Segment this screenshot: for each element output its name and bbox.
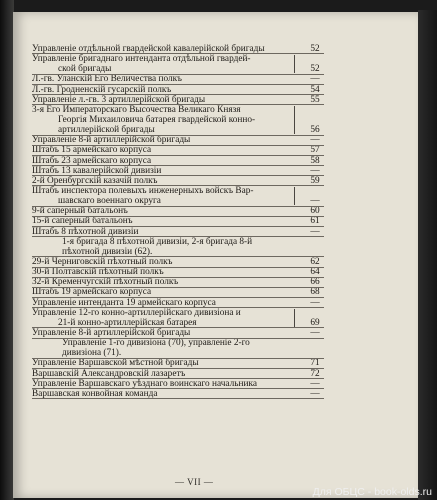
toc-page-number: —	[310, 165, 320, 176]
page-footer: — VII —	[175, 477, 214, 487]
watermark: Для ОБЦС - book-olds.ru	[312, 486, 432, 498]
page-spacer	[300, 105, 330, 115]
toc-page-number: 58	[310, 155, 320, 166]
toc-page-number: —	[310, 135, 320, 146]
entry-separator	[32, 216, 324, 217]
entry-separator	[32, 104, 324, 105]
entry-bracket	[294, 309, 295, 327]
entry-separator	[32, 277, 324, 278]
entry-separator	[32, 358, 324, 359]
toc-entry-line: 29-й Черниговскій пѣхотный полкъ	[32, 256, 173, 267]
toc-entry-line: Варшавская конвойная команда	[32, 388, 158, 399]
toc-entry-line: Штабъ 19 армейскаго корпуса	[32, 287, 152, 298]
toc-subentry-line: пѣхотной дивизіи (62).	[62, 246, 153, 257]
entry-separator	[32, 327, 324, 328]
toc-entry-line: Штабъ 23 армейскаго корпуса	[32, 155, 152, 166]
entry-separator	[32, 287, 324, 288]
toc-entry-line: 30-й Полтавскій пѣхотный полкъ	[32, 267, 164, 278]
toc-page-number: 72	[310, 368, 320, 379]
toc-entry-line: шавскаго военнаго округа	[58, 196, 161, 207]
toc-page-number: —	[310, 388, 320, 399]
entry-separator	[32, 94, 324, 95]
toc-entry-line: Штабъ 13 кавалерійской дивизіи	[32, 165, 162, 176]
toc-page-number: —	[310, 297, 320, 308]
toc-entry-line: 3-я Его Императорскаго Высочества Великаго Князя	[32, 104, 241, 115]
entry-separator	[32, 84, 324, 85]
book-spine	[0, 0, 14, 500]
entry-separator	[32, 398, 324, 399]
entry-separator	[32, 135, 324, 136]
entry-separator	[32, 185, 324, 186]
toc-page-number: —	[310, 378, 320, 389]
page-spacer	[300, 308, 330, 318]
entry-separator	[32, 368, 324, 369]
toc-entry-line: Управленіе 12-го конно-артиллерійскаго дивизіона и	[32, 307, 241, 318]
page-numbers-column	[300, 44, 330, 399]
toc-page-number: 56	[310, 125, 320, 136]
toc-entry-line: 2-й Оренбургскій казачій полкъ	[32, 175, 158, 186]
entry-separator	[32, 165, 324, 166]
toc-entry-line: Штабъ 8 пѣхотной дивизіи	[32, 226, 139, 237]
entry-separator	[32, 226, 324, 227]
entry-separator	[32, 155, 324, 156]
toc-entry-line: Штабъ инспектора полевыхъ инженерныхъ войскъ Вар-	[32, 185, 254, 196]
toc-entry-line: Управленіе Варшавскаго уѣзднаго воинскаго начальника	[32, 378, 257, 389]
entry-separator	[32, 297, 324, 298]
toc-entry-line: 32-й Кременчугскій пѣхотный полкъ	[32, 277, 179, 288]
toc-page-number: 62	[310, 256, 320, 267]
toc-entry-line: ской бригады	[58, 64, 112, 75]
toc-page-number: —	[310, 226, 320, 237]
toc-entry-line: 9-й саперный батальонъ	[32, 206, 128, 217]
toc-entry-line: Управленіе 8-й артиллерійской бригады	[32, 327, 191, 338]
toc-subentry-line: дивизіона (71).	[62, 348, 122, 359]
toc-page-number: 60	[310, 206, 320, 217]
entry-bracket	[294, 55, 295, 73]
toc-entry-line: Управленіе 8-й артиллерійской бригады	[32, 135, 191, 146]
toc-entry-line: Управленіе интенданта 19 армейскаго корпуса	[32, 297, 216, 308]
toc-page-number: 64	[310, 267, 320, 278]
entry-separator	[32, 378, 324, 379]
page-spacer	[300, 338, 330, 348]
toc-subentry-line: 1-я бригада 8 пѣхотной дивизіи, 2-я бригада 8-й	[62, 236, 253, 247]
toc-page-number: 61	[310, 216, 320, 227]
entry-separator	[32, 74, 324, 75]
toc-entry-line: Георгія Михаиловича батарея гвардейской конно-	[58, 114, 256, 125]
toc-page-number: 69	[310, 317, 320, 328]
entry-bracket	[294, 187, 295, 205]
entry-separator	[32, 175, 324, 176]
toc-entry-line: Варшавскій Александровскій лазаретъ	[32, 368, 186, 379]
toc-entry-line: Управленіе отдѣльной гвардейской кавалерійской бригады	[32, 44, 265, 54]
toc-page-number: —	[310, 327, 320, 338]
toc-page-number: 68	[310, 287, 320, 298]
toc-page-number: 57	[310, 145, 320, 156]
page-spacer	[300, 237, 330, 247]
entry-separator	[32, 53, 324, 54]
page-spacer	[300, 186, 330, 196]
toc-entry-line: Л.-гв. Гродненскій гусарскій полкъ	[32, 84, 172, 95]
toc-page-number: 71	[310, 358, 320, 369]
toc-page-number: —	[310, 196, 320, 207]
toc-page-number: 66	[310, 277, 320, 288]
entry-separator	[32, 145, 324, 146]
toc-page-number: 55	[310, 94, 320, 105]
page-spacer	[300, 115, 330, 125]
toc-page-number: 52	[310, 64, 320, 75]
toc-entry-line: Л.-гв. Уланскій Его Величества полкъ	[32, 74, 182, 85]
entry-separator	[32, 256, 324, 257]
entry-separator	[32, 338, 324, 339]
entry-separator	[32, 307, 324, 308]
entry-separator	[32, 206, 324, 207]
entry-separator	[32, 236, 324, 237]
toc-entry-line: Управленіе бригаднаго интенданта отдѣльной гвардей-	[32, 54, 251, 65]
toc-page-number: —	[310, 74, 320, 85]
toc-entry-line: 15-й саперный батальонъ	[32, 216, 133, 227]
entry-separator	[32, 267, 324, 268]
entry-separator	[32, 388, 324, 389]
toc-entry-line: Штабъ 15 армейскаго корпуса	[32, 145, 152, 156]
table-of-contents	[32, 44, 332, 399]
toc-entry-line: артиллерійской бригады	[58, 125, 155, 136]
page-edge	[418, 10, 437, 500]
page-spacer	[300, 54, 330, 64]
toc-entry-line: Управленіе Варшавской мѣстной бригады	[32, 358, 199, 369]
toc-entry-line: Управленіе л.-гв. 3 артиллерійской бригады	[32, 94, 206, 105]
toc-page-number: 52	[310, 44, 320, 54]
toc-page-number: 54	[310, 84, 320, 95]
page-spacer	[300, 348, 330, 358]
toc-subentry-line: Управленіе 1-го дивизіона (70), управленіе 2-го	[62, 338, 250, 349]
entry-bracket	[294, 106, 295, 134]
toc-page-number: 59	[310, 175, 320, 186]
toc-entry-line: 21-й конно-артиллерійская батарея	[58, 317, 197, 328]
